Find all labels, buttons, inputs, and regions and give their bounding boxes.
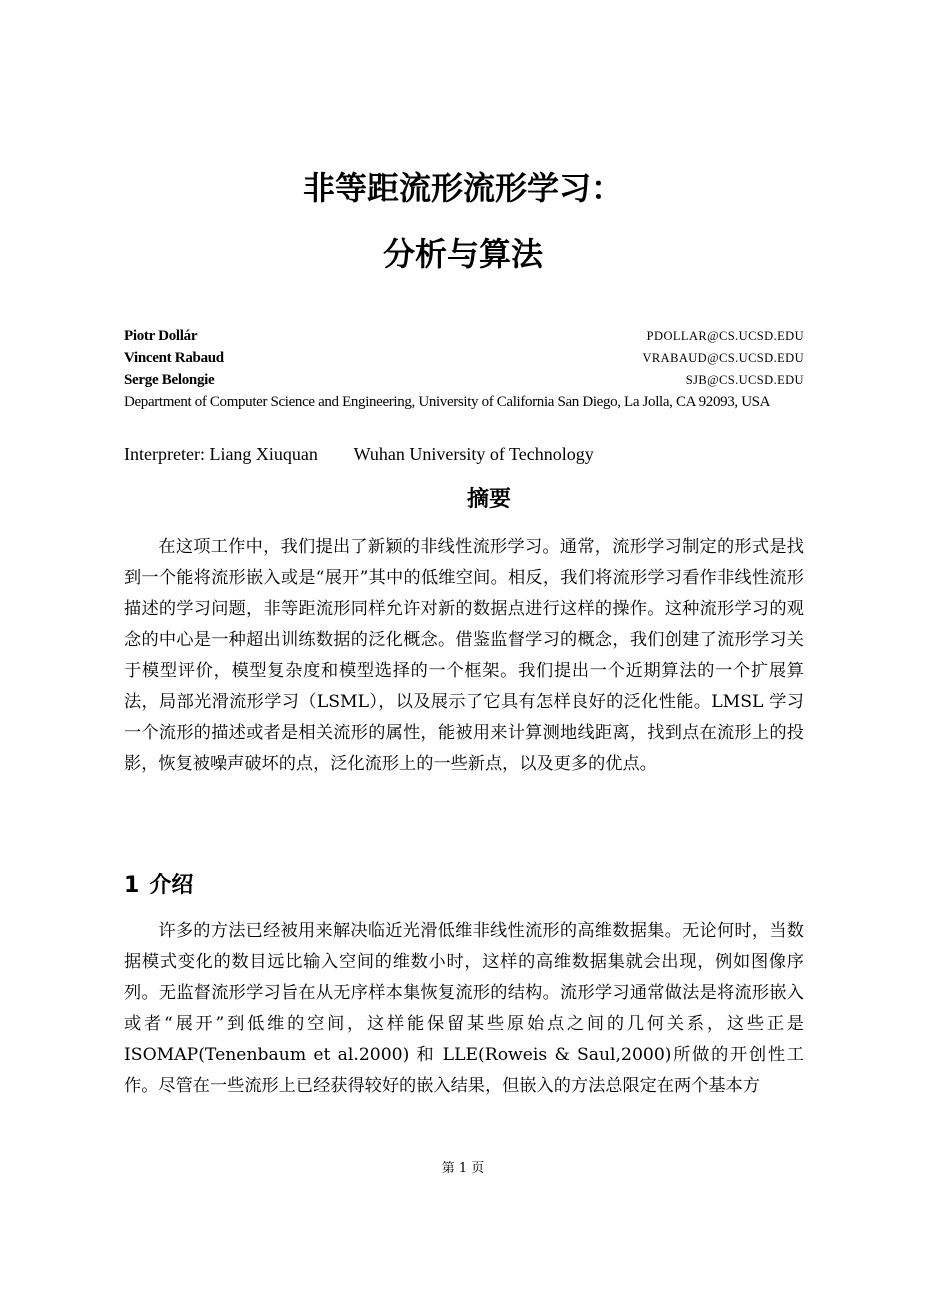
interpreter-institution: Wuhan University of Technology [353,444,594,464]
author-name: Vincent Rabaud [124,350,224,366]
abstract-paragraph: 在这项工作中，我们提出了新颖的非线性流形学习。通常，流形学习制定的形式是找到一个能将流形嵌入或是“展开”其中的低维空间。相反，我们将流形学习看作非线性流形描述的学习问题，非等距流形同样允许对新的数据点进行这样的操作。这种流形学习的观念的中心是一种超出训练数据的泛化概念。借鉴监督学习的概念，我们创建了流形学习关于模型评价，模型复杂度和模型选择的一个框架。我们提出一个近期算法的一个扩展算法，局部光滑流形学习（LSML），以及展示了它具有怎样良好的泛化性能。LMSL 学习一个流形的描述或者是相关流形的属性，能被用来计算测地线距离，找到点在流形上的投影，恢复被噪声破坏的点，泛化流形上的一些新点，以及更多的优点。 [124,537,804,774]
author-name: Serge Belongie [124,372,215,388]
section-number: 1 [124,873,140,898]
author-row [124,369,804,391]
affiliation: Department of Computer Science and Engineering, University of California San Diego, La Jolla, CA 92093, USA [124,394,771,410]
page-number: 第 1 页 [441,1161,485,1176]
author-row [124,325,804,347]
section-title: 介绍 [149,873,194,898]
paper-title-line-1: 非等距流形流形学习： [302,169,623,207]
intro-paragraph: 许多的方法已经被用来解决临近光滑低维非线性流形的高维数据集。无论何时，当数据模式变化的数目远比输入空间的维数小时，这样的高维数据集就会出现，例如图像序列。无监督流形学习旨在从无序样本集恢复流形的结构。流形学习通常做法是将流形嵌入或者“展开”到低维的空间，这样能保留某些原始点之间的几何关系，这些正是 ISOMAP(Tenenbaum et al.2000) 和 LLE(Roweis & Saul,2000)所做的开创性工作。尽管在一些流形上已经获得较好的嵌入结果，但嵌入的方法总限定在两个基本方 [124,921,804,1096]
section-heading [124,870,193,902]
abstract-heading: 摘要 [466,487,511,512]
author-name: Piotr Dollár [124,328,198,344]
author-row [124,347,804,369]
author-email: VRABAUD@CS.UCSD.EDU [642,351,804,365]
author-email: PDOLLAR@CS.UCSD.EDU [646,329,804,343]
author-block [124,325,804,413]
interpreter-line [124,441,594,467]
interpreter-name: Interpreter: Liang Xiuquan [124,444,318,464]
author-email: SJB@CS.UCSD.EDU [685,373,804,387]
paper-title-line-2: 分析与算法 [382,235,543,273]
